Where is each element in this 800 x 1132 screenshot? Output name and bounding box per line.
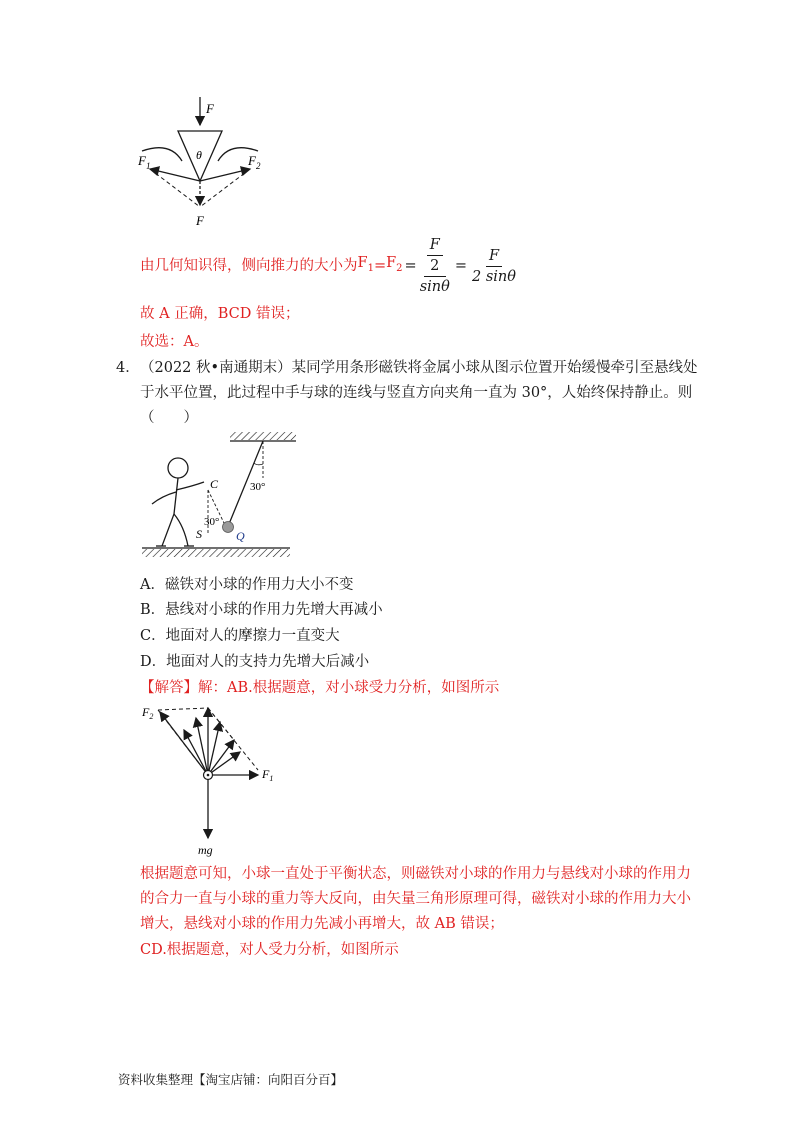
wedge-force-diagram (130, 95, 260, 230)
fig1-f2: $F_2$ (248, 153, 261, 171)
fig1-force-top: F (206, 101, 214, 116)
fig2-label-s: S (196, 527, 202, 541)
fig2-angle-left: 30° (204, 516, 220, 528)
answer-para-3: 增大，悬线对小球的作用力先减小再增大，故 AB 错误； (140, 916, 504, 932)
option-b: B．悬线对小球的作用力先增大再减小 (140, 602, 383, 618)
answer-para-4: CD.根据题意，对人受力分析，如图所示 (140, 942, 399, 958)
derivation-line: 由几何知识得，侧向推力的大小为 $F_1$ = $F_2$ = $\frac{\frac{F}{2}}{\sin\theta}$ = $\frac{F}{2 \sin\theta}$ (140, 236, 519, 296)
fig3-mg: mg (198, 843, 213, 857)
fig3-f2: $F_2$ (142, 705, 154, 721)
answer-para-1: 根据题意可知，小球一直处于平衡状态，则磁铁对小球的作用力与悬线对小球的作用力 (140, 866, 691, 882)
option-d: D．地面对人的支持力先增大后减小 (140, 654, 370, 670)
question-line-3: （ ） (140, 410, 198, 426)
fig2-label-q: Q (236, 529, 245, 543)
option-c: C．地面对人的摩擦力一直变大 (140, 628, 340, 644)
answer-intro: 解：AB.根据题意，对小球受力分析，如图所示 (198, 680, 500, 696)
inner-fraction: $\frac{F}{2}$ (427, 235, 443, 276)
answer-header (140, 678, 499, 698)
footer-text: 资料收集整理【淘宝店铺：向阳百分百】 (118, 1072, 344, 1087)
derivation-f1: $F_1$ (357, 255, 374, 274)
question-line-1: （2022 秋•南通期末）某同学用条形磁铁将金属小球从图示位置开始缓慢牵引至悬线处 (140, 360, 698, 376)
fraction-one: $\frac{\frac{F}{2}}{\sin\theta}$ (419, 237, 450, 295)
derivation-f2: $F_2$ (386, 255, 403, 274)
fig1-f1: $F_1$ (138, 153, 151, 171)
fig2-label-c: C (210, 477, 219, 491)
ball-force-diagram (138, 700, 278, 860)
option-a: A．磁铁对小球的作用力大小不变 (140, 577, 354, 593)
fig3-f1: $F_1$ (262, 767, 274, 783)
fraction-two: $\frac{F}{2 \sin\theta}$ (472, 247, 516, 285)
conclusion-2: 故选：A。 (140, 334, 209, 350)
question-number: 4． (116, 360, 140, 376)
person-magnet-diagram (138, 430, 298, 565)
derivation-prefix: 由几何知识得，侧向推力的大小为 (140, 258, 358, 274)
question-line-2: 于水平位置，此过程中手与球的连线与竖直方向夹角一直为 30°，人始终保持静止。则 (140, 385, 693, 401)
conclusion-1: 故 A 正确，BCD 错误； (140, 306, 300, 322)
fig2-angle-top: 30° (250, 481, 266, 493)
answer-para-2: 的合力一直与小球的重力等大反向，由矢量三角形原理可得，磁铁对小球的作用力大小 (140, 891, 691, 907)
answer-tag: 【解答】 (140, 680, 198, 696)
fig1-force-bottom: F (196, 213, 204, 228)
fig1-angle: θ (196, 148, 202, 162)
